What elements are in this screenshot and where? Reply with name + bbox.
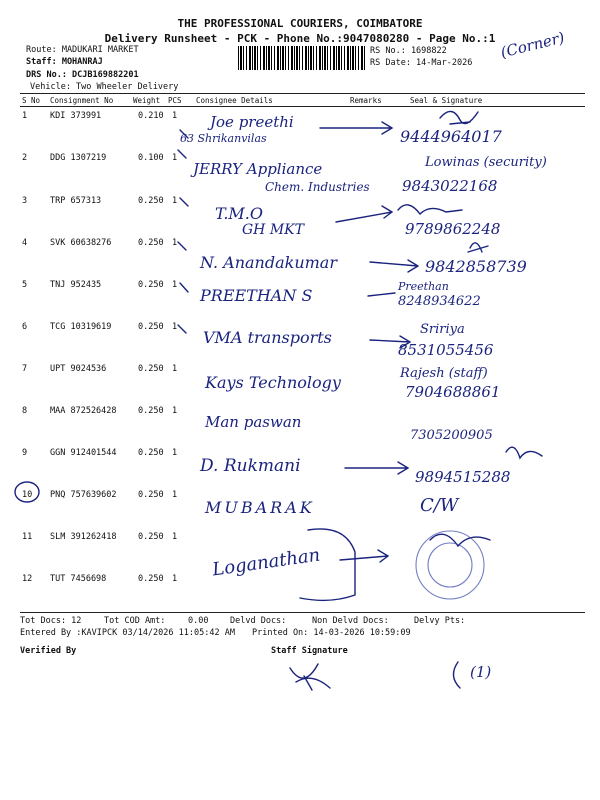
row-sno: 3 [22, 196, 28, 206]
row-pcs: 1 [172, 574, 178, 584]
signature-mark [440, 111, 478, 124]
bracket-mark [300, 529, 355, 600]
hw-r4-name: N. Anandakumar [200, 253, 337, 272]
page-mark: (1) [470, 663, 492, 681]
hw-r4-phone: 9842858739 [425, 257, 527, 276]
col-remarks: Remarks [350, 96, 382, 105]
row-consignment: KDI 373991 [50, 111, 102, 121]
row-pcs: 1 [172, 448, 178, 458]
row-sno: 12 [22, 574, 33, 584]
row-pcs: 1 [172, 111, 178, 121]
row-consignment: TUT 7456698 [50, 574, 107, 584]
row-weight: 0.250 [138, 364, 164, 374]
hw-r2-name: JERRY Appliance [193, 160, 323, 178]
hw-r5-receiver: Preethan [398, 280, 449, 293]
row-consignment: PNQ 757639602 [50, 490, 117, 500]
row-weight: 0.250 [138, 574, 164, 584]
signature-mark [506, 447, 542, 458]
col-pcs: PCS [168, 96, 182, 105]
hw-r1-name: Joe preethi [210, 113, 294, 131]
hw-r10-name: MUBARAK [205, 498, 315, 517]
col-seal: Seal & Signature [410, 96, 483, 105]
arrow-icon [368, 293, 395, 296]
arrow-icon [370, 260, 418, 272]
delvy-pts: Delvy Pts: [414, 616, 466, 626]
runsheet-subtitle: Delivery Runsheet - PCK - Phone No.:9047080280 - Page No.:1 [104, 32, 496, 45]
row-pcs: 1 [172, 196, 178, 206]
delvd-docs: Delvd Docs: [230, 616, 287, 626]
hw-r11-name: Loganathan [211, 544, 322, 581]
signature-mark [290, 664, 330, 690]
arrow-icon [345, 462, 408, 474]
hw-r9-name: D. Rukmani [200, 456, 301, 476]
row-consignment: TRP 657313 [50, 196, 102, 206]
row-sno: 10 [22, 490, 33, 500]
non-delvd-docs: Non Delvd Docs: [312, 616, 389, 626]
row-weight: 0.250 [138, 406, 164, 416]
signature-mark [430, 534, 490, 546]
row-sno: 11 [22, 532, 33, 542]
row-sno: 8 [22, 406, 28, 416]
hw-r5-name: PREETHAN S [200, 286, 313, 305]
row-consignment: UPT 9024536 [50, 364, 107, 374]
row-pcs: 1 [172, 322, 178, 332]
hw-r6-phone: 8531055456 [398, 341, 494, 359]
row-pcs: 1 [172, 364, 178, 374]
hw-r3-phone: 9789862248 [405, 220, 501, 238]
hw-r2-receiver: Lowinas (security) [425, 155, 547, 170]
circle-mark-icon [453, 662, 460, 688]
hw-r10-remark: C/W [420, 495, 459, 516]
rs-date: RS Date: 14-Mar-2026 [370, 58, 473, 68]
arrow-icon [370, 336, 410, 348]
row-weight: 0.250 [138, 490, 164, 500]
hw-r7-phone: 7904688861 [405, 383, 501, 401]
hw-r7-receiver: Rajesh (staff) [400, 366, 488, 381]
row-weight: 0.250 [138, 238, 164, 248]
bracket-mark [178, 130, 188, 333]
col-weight: Weight [133, 96, 161, 105]
row-sno: 4 [22, 238, 28, 248]
hw-r3-address: GH MKT [242, 222, 304, 238]
signature-mark [398, 205, 462, 214]
stamp-icon [416, 531, 484, 599]
hw-r2-phone: 9843022168 [402, 177, 498, 195]
tot-cod-value: 0.00 [188, 616, 209, 626]
route-label: Route: MADUKARI MARKET [26, 45, 139, 55]
col-consignee: Consignee Details [196, 96, 273, 105]
hw-r2-address: Chem. Industries [265, 180, 370, 194]
arrow-icon [340, 550, 388, 562]
hw-r8-name: Man paswan [205, 413, 302, 431]
hw-r1-address: 63 Shrikanvilas [180, 132, 267, 145]
hw-r8-phone: 7305200905 [410, 428, 493, 443]
arrow-icon [336, 206, 392, 222]
company-title: THE PROFESSIONAL COURIERS, COIMBATORE [177, 17, 423, 30]
row-consignment: TNJ 952435 [50, 280, 102, 290]
row-sno: 1 [22, 111, 28, 121]
row-sno: 5 [22, 280, 28, 290]
hw-r7-name: Kays Technology [205, 373, 341, 392]
row-consignment: MAA 872526428 [50, 406, 117, 416]
arrow-icon [320, 122, 392, 134]
hw-r6-receiver: Sririya [420, 322, 465, 337]
row-consignment: GGN 912401544 [50, 448, 117, 458]
row-consignment: SVK 60638276 [50, 238, 112, 248]
hw-r6-name: VMA transports [203, 328, 332, 347]
row-consignment: SLM 391262418 [50, 532, 117, 542]
col-consignment: Consignment No [50, 96, 114, 105]
entered-by: Entered By :KAVIPCK 03/14/2026 11:05:42 AM [20, 628, 235, 638]
tot-cod-label: Tot COD Amt: [104, 616, 166, 626]
rs-number: RS No.: 1698822 [370, 46, 447, 56]
circle-mark-icon [15, 482, 39, 502]
row-pcs: 1 [172, 532, 178, 542]
row-weight: 0.250 [138, 280, 164, 290]
hw-r9-phone: 9894515288 [415, 468, 511, 486]
row-weight: 0.250 [138, 322, 164, 332]
row-pcs: 1 [172, 406, 178, 416]
staff-label: Staff: MOHANRAJ [26, 57, 103, 67]
row-weight: 0.100 [138, 153, 164, 163]
row-pcs: 1 [172, 153, 178, 163]
row-pcs: 1 [172, 238, 178, 248]
row-weight: 0.250 [138, 448, 164, 458]
row-sno: 2 [22, 153, 28, 163]
vehicle-label: Vehicle: Two Wheeler Delivery [30, 82, 179, 92]
row-weight: 0.250 [138, 196, 164, 206]
printed-on: Printed On: 14-03-2026 10:59:09 [252, 628, 411, 638]
row-pcs: 1 [172, 490, 178, 500]
corner-note: (Corner) [498, 28, 567, 62]
row-consignment: TCG 10319619 [50, 322, 112, 332]
row-sno: 6 [22, 322, 28, 332]
hw-r5-phone: 8248934622 [398, 294, 481, 309]
staff-signature-label: Staff Signature [271, 646, 348, 656]
drs-number: DRS No.: DCJB169882201 [26, 70, 139, 80]
hw-r3-name: T.M.O [215, 204, 263, 223]
row-sno: 7 [22, 364, 28, 374]
row-pcs: 1 [172, 280, 178, 290]
row-consignment: DDG 1307219 [50, 153, 107, 163]
row-weight: 0.210 [138, 111, 164, 121]
hw-r1-phone: 9444964017 [400, 127, 502, 146]
tot-docs: Tot Docs: 12 [20, 616, 82, 626]
col-sno: S No [22, 96, 41, 105]
row-sno: 9 [22, 448, 28, 458]
row-weight: 0.250 [138, 532, 164, 542]
signature-mark [468, 243, 488, 252]
verified-by: Verified By [20, 646, 77, 656]
